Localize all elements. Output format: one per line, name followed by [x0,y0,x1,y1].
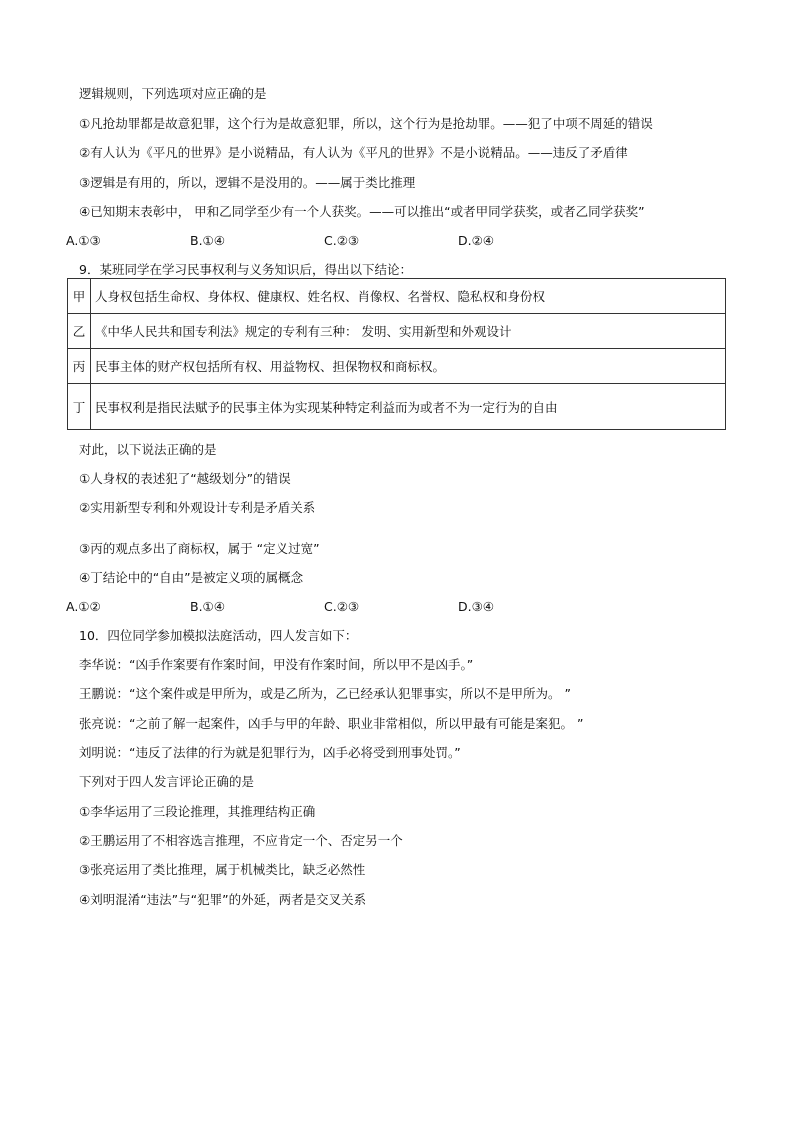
q8-option-d: D.②④ [458,233,495,248]
table-row [68,314,726,349]
q10-speech-2: 王鹏说：“这个案件或是甲所为，或是乙所为，乙已经承认犯罪事实，所以不是甲所为。 ” [79,686,571,701]
q9-option-c: C.②③ [324,599,360,614]
q10-speech-3: 张亮说：“之前了解一起案件，凶手与甲的年龄、职业非常相似，所以甲最有可能是案犯。 ” [79,716,584,731]
row-text: 民事权利是指民法赋予的民事主体为实现某种特定利益而为或者不为一定行为的自由 [91,384,726,430]
q9-option-d: D.③④ [458,599,495,614]
q10-speech-1: 李华说：“凶手作案要有作案时间，甲没有作案时间，所以甲不是凶手。” [79,657,474,672]
q9-statement-1: ①人身权的表述犯了“越级划分”的错误 [79,471,291,486]
q10-statement-2: ②王鹏运用了不相容选言推理，不应肯定一个、否定另一个 [79,833,403,848]
row-key: 丙 [68,349,91,384]
table-row [68,279,726,314]
q10-statement-4: ④刘明混淆“违法”与“犯罪”的外延，两者是交叉关系 [79,892,367,907]
row-key: 丁 [68,384,91,430]
q8-statement-4: ④已知期末表彰中， 甲和乙同学至少有一个人获奖。——可以推出“或者甲同学获奖，或者乙同学获奖” [79,204,645,219]
q10-prompt: 下列对于四人发言评论正确的是 [79,774,255,789]
q8-stem-tail: 逻辑规则，下列选项对应正确的是 [79,86,267,101]
q8-options [66,233,586,249]
table-row [68,384,726,430]
q10-statement-1: ①李华运用了三段论推理，其推理结构正确 [79,804,316,819]
row-key: 甲 [68,279,91,314]
row-text: 《中华人民共和国专利法》规定的专利有三种： 发明、实用新型和外观设计 [91,314,726,349]
table-row [68,349,726,384]
row-key: 乙 [68,314,91,349]
q10-stem: 10．四位同学参加模拟法庭活动，四人发言如下： [79,628,358,643]
q9-statement-2: ②实用新型专利和外观设计专利是矛盾关系 [79,500,316,515]
row-text: 人身权包括生命权、身体权、健康权、姓名权、肖像权、名誉权、隐私权和身份权 [91,279,726,314]
q9-stem: 9．某班同学在学习民事权利与义务知识后，得出以下结论： [79,262,412,277]
q9-option-b: B.①④ [190,599,225,614]
q10-speech-4: 刘明说：“违反了法律的行为就是犯罪行为，凶手必将受到刑事处罚。” [79,745,461,760]
q8-option-c: C.②③ [324,233,360,248]
q8-option-b: B.①④ [190,233,225,248]
q10-statement-3: ③张亮运用了类比推理，属于机械类比，缺乏必然性 [79,862,366,877]
q9-options [66,599,586,615]
q8-option-a: A.①③ [66,233,101,248]
q9-statement-3: ③丙的观点多出了商标权，属于 “定义过宽” [79,541,320,556]
q9-statement-4: ④丁结论中的“自由”是被定义项的属概念 [79,570,304,585]
q8-statement-3: ③逻辑是有用的，所以，逻辑不是没用的。——属于类比推理 [79,175,416,190]
q9-option-a: A.①② [66,599,101,614]
q9-conclusions-table [67,278,726,430]
row-text: 民事主体的财产权包括所有权、用益物权、担保物权和商标权。 [91,349,726,384]
q9-prompt: 对此，以下说法正确的是 [79,442,217,457]
q8-statement-1: ①凡抢劫罪都是故意犯罪，这个行为是故意犯罪，所以，这个行为是抢劫罪。——犯了中项不周延的错误 [79,116,653,131]
q8-statement-2: ②有人认为《平凡的世界》是小说精品，有人认为《平凡的世界》不是小说精品。——违反了矛盾律 [79,145,628,160]
